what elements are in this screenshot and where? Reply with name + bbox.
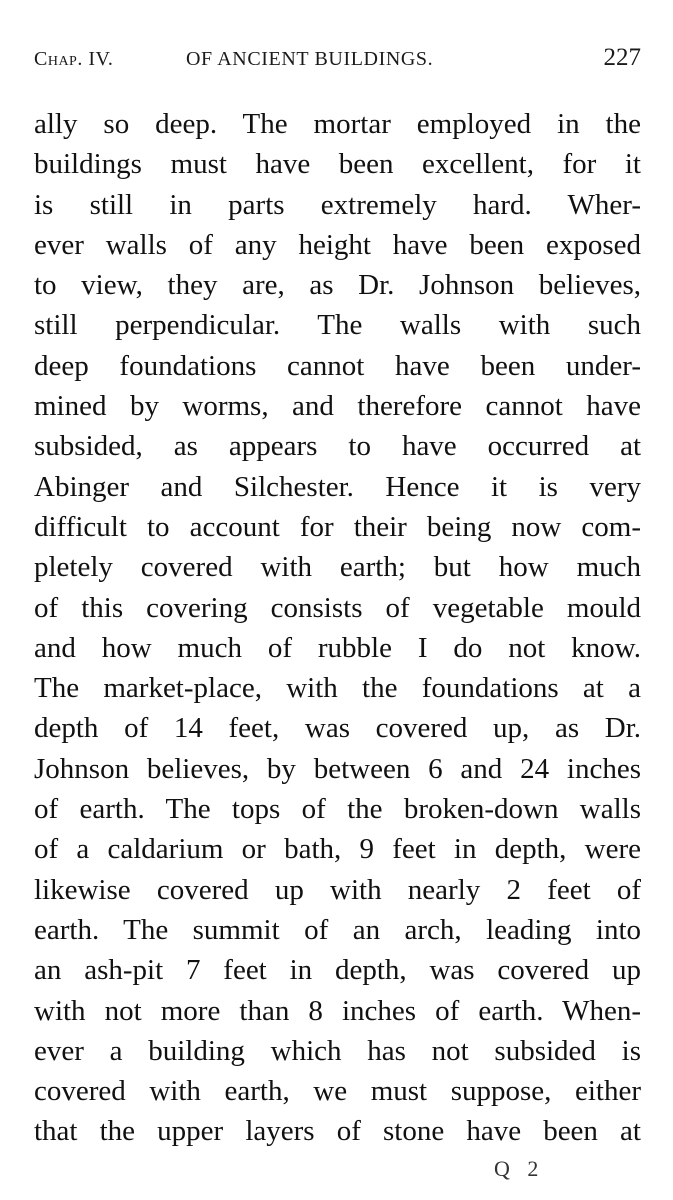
text-line: is still in parts extremely hard. Wher- [34, 188, 641, 221]
text-line: an ash-pit 7 feet in depth, was covered up [34, 954, 641, 987]
chapter-label: Chap. IV. [34, 48, 114, 70]
text-line: deep foundations cannot have been under- [34, 349, 641, 382]
text-line: that the upper layers of stone have been at [34, 1115, 641, 1148]
body-text [34, 104, 641, 1152]
text-line: depth of 14 feet, was covered up, as Dr. [34, 712, 641, 745]
text-line: subsided, as appears to have occurred at [34, 430, 641, 463]
text-line: earth. The summit of an arch, leading into [34, 913, 641, 946]
text-line: with not more than 8 inches of earth. When- [34, 994, 641, 1027]
chapter-title: OF ANCIENT BUILDINGS. [186, 48, 434, 70]
text-line: Johnson believes, by between 6 and 24 inches [34, 752, 641, 785]
text-line: ever walls of any height have been exposed [34, 228, 641, 261]
signature-mark: Q 2 [494, 1156, 545, 1181]
text-line: ever a building which has not subsided is [34, 1034, 641, 1067]
text-line: pletely covered with earth; but how much [34, 551, 641, 584]
page-number: 227 [603, 44, 641, 71]
text-line: difficult to account for their being now com- [34, 510, 641, 543]
text-line: buildings must have been excellent, for it [34, 148, 641, 181]
text-line: covered with earth, we must suppose, either [34, 1075, 641, 1108]
text-line: Abinger and Silchester. Hence it is very [34, 470, 641, 503]
text-line: of this covering consists of vegetable mould [34, 591, 641, 624]
text-line: The market-place, with the foundations at a [34, 672, 641, 705]
text-line: mined by worms, and therefore cannot have [34, 390, 641, 423]
text-line: still perpendicular. The walls with such [34, 309, 641, 342]
text-line: of earth. The tops of the broken-down walls [34, 793, 641, 826]
text-line: ally so deep. The mortar employed in the [34, 108, 641, 140]
text-line: likewise covered up with nearly 2 feet of [34, 873, 641, 906]
running-head [34, 44, 641, 74]
text-line: and how much of rubble I do not know. [34, 631, 641, 664]
text-line: to view, they are, as Dr. Johnson believes, [34, 269, 641, 302]
text-line: of a caldarium or bath, 9 feet in depth, were [34, 833, 641, 866]
